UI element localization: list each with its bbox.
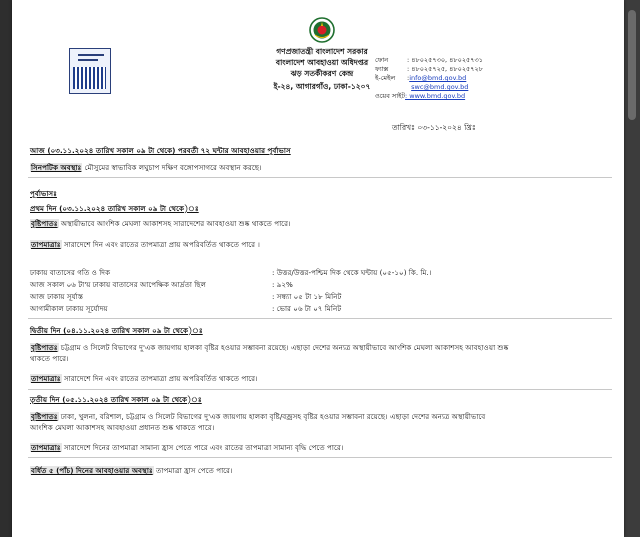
contact-block: ফোন : ৪৮০২৫৭৩০, ৪৮০২৫৭৩১ ফ্যাক্স : ৪৮০২৫৭২৫, ৪৮০২৫৭২৮ ই-মেইল :info@bmd.gov.bd swc@bmd.gov.bd ওয়েব সাইট: www.bmd.gov.bd [375,56,483,100]
day2-title: দ্বিতীয় দিন (০৪.১১.২০২৪ তারিখ সকাল ০৯ টা থেকে)ঃ [30,326,203,335]
day3-rain-text-cont: আংশিক মেঘলা আকাশসহ আবহাওয়া প্রধানত শুষ্ক থাকতে পারে। [30,423,215,432]
day3-title: তৃতীয় দিন (০৫.১১.২০২৪ তারিখ সকাল ০৯ টা থেকে)ঃ [30,395,202,404]
day3-rain-label: বৃষ্টিপাতঃ [31,412,58,421]
forecast-label: পূর্বাভাসঃ [30,189,57,198]
header-department: বাংলাদেশ আবহাওয়া অধিদপ্তর [275,58,369,67]
dhaka-row-sunset-label: আজ ঢাকায় সূর্যাস্ত [30,292,84,301]
day1-rain-text: অস্থায়ীভাবে আংশিক মেঘলা আকাশসহ সারাদেশের আবহাওয়া শুষ্ক থাকতে পারে। [60,219,291,228]
email-link-swc[interactable]: swc@bmd.gov.bd [411,83,469,91]
extended-line [30,466,233,475]
synoptic-label: সিনপটিক অবস্থাঃ [31,163,82,172]
day1-title: প্রথম দিন (০৩.১১.২০২৪ তারিখ সকাল ০৯ টা থেকে)ঃ [30,204,199,213]
day2-rain-line [30,343,508,352]
extended-text: তাপমাত্রা হ্রাস পেতে পারে। [156,466,233,475]
web-link[interactable]: : www.bmd.gov.bd [405,92,466,100]
day3-temp-line [30,443,343,452]
dhaka-row-sunset-value: : সন্ধ্যা ০৫ টা ১৮ মিনিট [272,292,342,301]
day2-rain-label: বৃষ্টিপাতঃ [31,343,58,352]
day1-rain-line [30,219,291,228]
scrollbar-thumb[interactable] [628,10,636,120]
extended-label: বর্ধিত ৫ (পাঁচ) দিনের আবহাওয়ার অবস্থাঃ [31,466,153,475]
document-date: তারিখঃ ০৩-১১-২০২৪ খ্রিঃ [392,123,476,132]
day2-temp-label: তাপমাত্রাঃ [31,374,61,383]
header-centre: ঝড় সতর্কীকরণ কেন্দ্র [290,69,354,78]
bangladesh-seal-icon [309,17,335,43]
day3-rain-line [30,412,485,421]
dhaka-row-wind-label: ঢাকায় বাতাসের গতি ও দিক [30,268,111,277]
day1-temp-text: সারাদেশে দিন এবং রাতের তাপমাত্রা প্রায় অপরিবর্তিত থাকতে পারে । [63,240,260,249]
day2-temp-line [30,374,258,383]
day2-rain-text-cont: থাকতে পারে। [30,354,69,363]
viewer-left-edge [0,0,12,537]
header-govt: গণপ্রজাতন্ত্রী বাংলাদেশ সরকার [276,47,368,56]
day1-temp-line [30,240,260,249]
dhaka-row-sunrise-value: : ভোর ০৬ টা ০৭ মিনিট [272,304,342,313]
separator [28,177,612,178]
day1-temp-label: তাপমাত্রাঃ [31,240,61,249]
dhaka-row-humidity-value: : ৯২% [272,280,293,289]
phone-value: : ৪৮০২৫৭৩০, ৪৮০২৫৭৩১ [407,56,483,64]
synoptic-line [30,163,262,172]
dhaka-row-humidity-label: আজ সকাল ০৬ টা'য় ঢাকায় বাতাসের আপেক্ষিক আর্দ্রতা ছিল [30,280,206,289]
day2-temp-text: সারাদেশে দিন এবং রাতের তাপমাত্রা প্রায় অপরিবর্তিত থাকতে পারে। [63,374,258,383]
synoptic-text: মৌসুমের স্বাভাবিক লঘুচাপ দক্ষিণ বঙ্গোপসাগরে অবস্থান করছে। [84,163,262,172]
separator [28,457,612,458]
dhaka-row-wind-value: : উত্তর/উত্তর-পশ্চিম দিক থেকে ঘন্টায় (০৫-১০) কি. মি.। [272,268,432,277]
day3-temp-label: তাপমাত্রাঃ [31,443,61,452]
viewer-scrollbar[interactable] [624,0,640,537]
phone-label: ফোন [375,56,389,64]
separator [28,389,612,390]
bmd-logo-icon [69,48,111,94]
day2-rain-text: চট্টগ্রাম ও সিলেট বিভাগের দু'এক জায়গায় হালকা বৃষ্টির হওয়ার সম্ভাবনা রয়েছে। এছাড়া দেশের অন্যত্র অস্থায়ীভাবে আংশিক মেঘলা আকাশসহ আবহাওয়া শুষ্ক [60,343,509,352]
email-link-info[interactable]: info@bmd.gov.bd [409,74,467,82]
header-address: ই-২৪, আগারগাঁও, ঢাকা-১২০৭ [273,82,371,91]
dhaka-row-sunrise-label: আগামীকাল ঢাকায় সূর্যোদয় [30,304,108,313]
day3-rain-text: ঢাকা, খুলনা, বরিশাল, চট্টগ্রাম ও সিলেট বিভাগের দু'এক জায়গায় হালকা বৃষ্টি/বজ্রসহ বৃষ্টির হওয়ার সম্ভাবনা রয়েছে। এছাড়া দেশের অন্যত্র অস্থায়ীভাবে [60,412,486,421]
email-label: ই-মেইল [375,74,396,82]
day3-temp-text: সারাদেশে দিনের তাপমাত্রা সামান্য হ্রাস পেতে পারে এবং রাতের তাপমাত্রা সামান্য বৃদ্ধি পেতে পারে। [63,443,344,452]
fax-label: ফ্যাক্স [375,65,389,73]
separator [28,318,612,319]
forecast-title: আজ (০৩.১১.২০২৪ তারিখ সকাল ০৯ টা থেকে) পরবর্তী ৭২ ঘন্টার আবহাওয়ার পূর্বাভাস [30,146,291,155]
web-label: ওয়েব সাইট [375,92,406,100]
day1-rain-label: বৃষ্টিপাতঃ [31,219,58,228]
fax-value: : ৪৮০২৫৭২৫, ৪৮০২৫৭২৮ [407,65,483,73]
document-page [12,0,624,537]
